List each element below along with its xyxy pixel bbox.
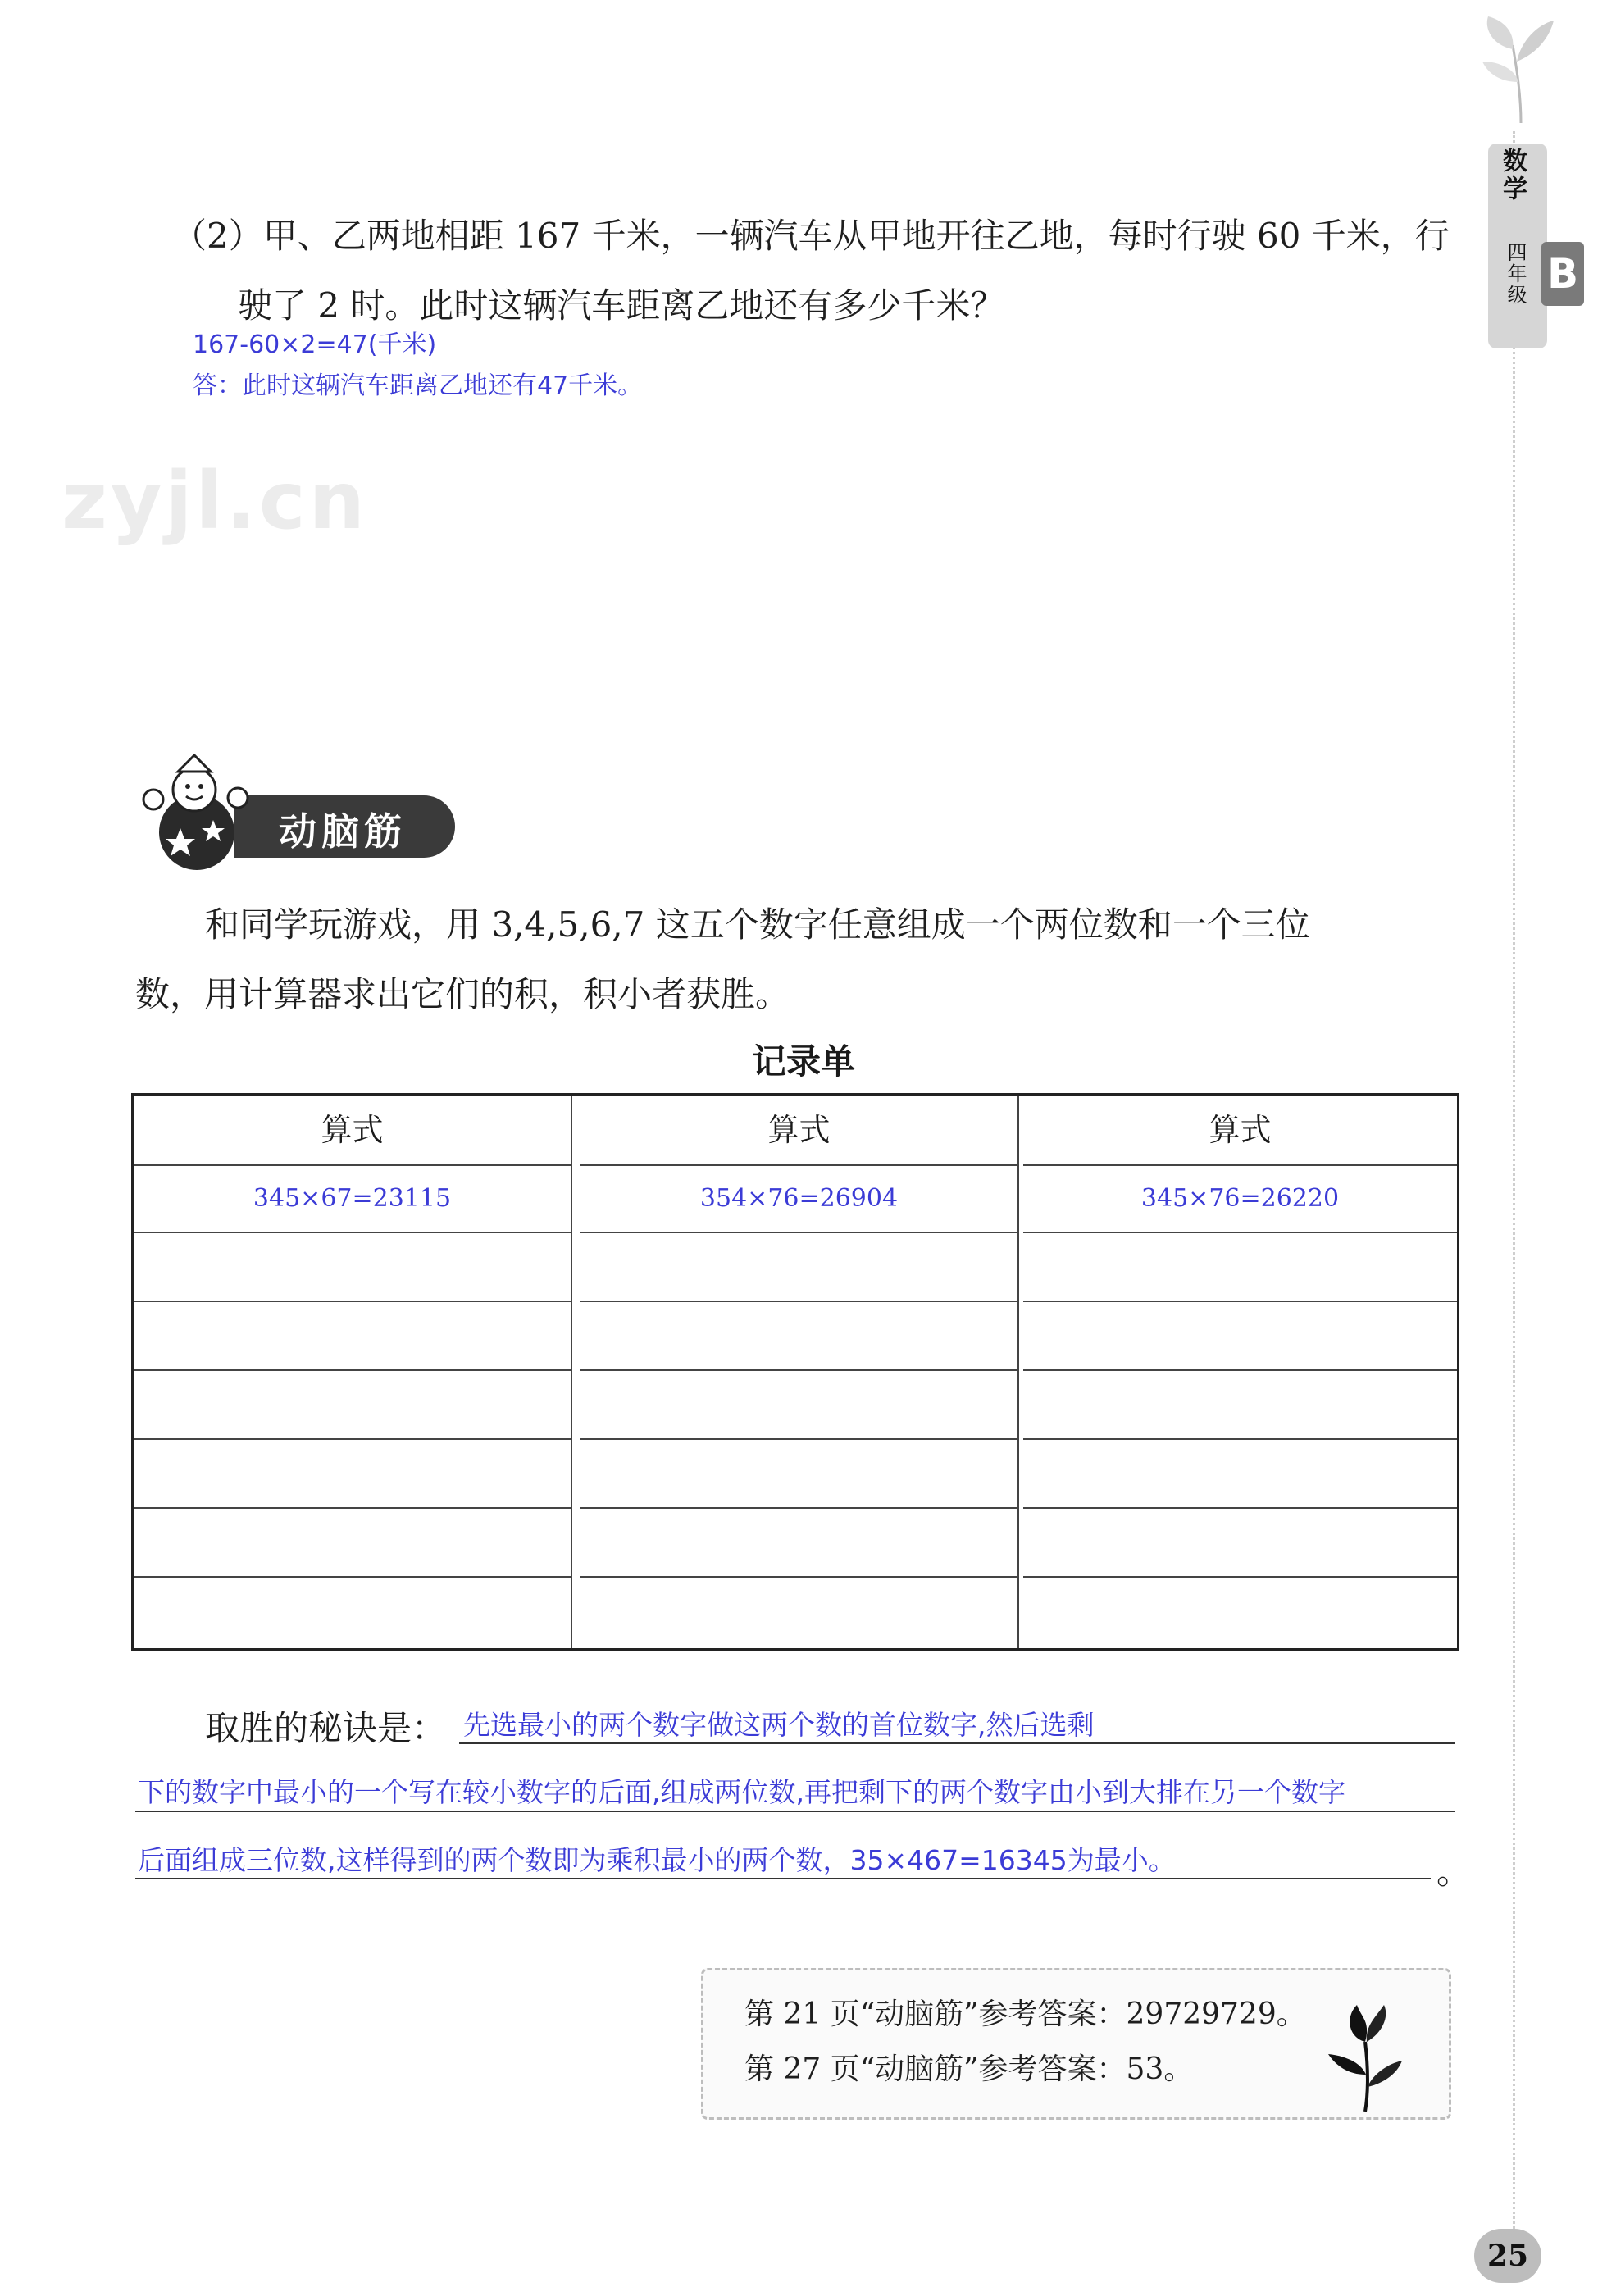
table-cell	[580, 1440, 1017, 1509]
table-cell	[134, 1509, 571, 1578]
table-header: 算式	[1023, 1096, 1457, 1166]
table-cell	[134, 1302, 571, 1371]
table-header: 算式	[134, 1096, 571, 1166]
answer-underline	[135, 1811, 1455, 1812]
watermark: zyjl.cn	[61, 455, 368, 547]
table-cell	[1023, 1371, 1457, 1440]
margin-strip	[1513, 131, 1545, 2263]
record-table	[131, 1093, 1459, 1651]
subject-label: 数学	[1498, 148, 1527, 203]
secret-line-3: 后面组成三位数,这样得到的两个数即为乘积最小的两个数，35×467=16345为最小。	[138, 1844, 1176, 1876]
table-cell: 354×76=26904	[580, 1164, 1017, 1233]
secret-line-2: 下的数字中最小的一个写在较小数字的后面,组成两位数,再把剩下的两个数字由小到大排在另一个数字	[138, 1776, 1345, 1808]
table-cell	[134, 1233, 571, 1302]
answer-underline	[459, 1742, 1455, 1744]
answer-calculation: 167-60×2=47(千米)	[193, 330, 437, 359]
page-number: 25	[1474, 2229, 1541, 2283]
reference-line-1: 第 21 页“动脑筋”参考答案：29729729。	[744, 1998, 1306, 2031]
reference-line-2: 第 27 页“动脑筋”参考答案：53。	[744, 2052, 1194, 2086]
game-line-2: 数，用计算器求出它们的积，积小者获胜。	[135, 974, 790, 1014]
answer-text: 答：此时这辆汽车距离乙地还有47千米。	[193, 371, 643, 400]
problem-line-2: 驶了 2 时。此时这辆汽车距离乙地还有多少千米？	[238, 285, 1005, 326]
answer-underline	[135, 1878, 1431, 1879]
table-cell	[1023, 1440, 1457, 1509]
section-title: 动脑筋	[279, 809, 407, 854]
leaf-decoration-icon	[1476, 12, 1566, 127]
table-cell	[580, 1371, 1017, 1440]
table-cell	[580, 1233, 1017, 1302]
clown-mascot-icon	[135, 750, 254, 873]
game-line-1: 和同学玩游戏，用 3,4,5,6,7 这五个数字任意组成一个两位数和一个三位	[205, 904, 1310, 945]
volume-letter: B	[1541, 242, 1584, 306]
end-mark: 。	[1436, 1852, 1472, 1892]
table-cell	[580, 1302, 1017, 1371]
table-cell	[1023, 1302, 1457, 1371]
table-cell	[1023, 1233, 1457, 1302]
table-cell	[134, 1371, 571, 1440]
table-column-1	[134, 1096, 572, 1648]
table-cell	[1023, 1578, 1457, 1647]
table-column-2	[580, 1096, 1019, 1648]
table-cell: 345×76=26220	[1023, 1164, 1457, 1233]
table-cell	[580, 1578, 1017, 1647]
table-cell	[1023, 1509, 1457, 1578]
table-cell: 345×67=23115	[134, 1164, 571, 1233]
table-header: 算式	[580, 1096, 1017, 1166]
table-title: 记录单	[751, 1041, 855, 1082]
flower-decoration-icon	[1320, 1997, 1410, 2120]
secret-label: 取胜的秘诀是：	[205, 1708, 447, 1748]
grade-label: 四年级	[1504, 242, 1527, 306]
problem-line-1: （2）甲、乙两地相距 167 千米，一辆汽车从甲地开往乙地，每时行驶 60 千米，行	[172, 216, 1450, 256]
table-column-3	[1023, 1096, 1457, 1648]
table-cell	[580, 1509, 1017, 1578]
table-cell	[134, 1578, 571, 1647]
secret-line-1: 先选最小的两个数字做这两个数的首位数字,然后选剩	[463, 1709, 1095, 1741]
table-cell	[134, 1440, 571, 1509]
